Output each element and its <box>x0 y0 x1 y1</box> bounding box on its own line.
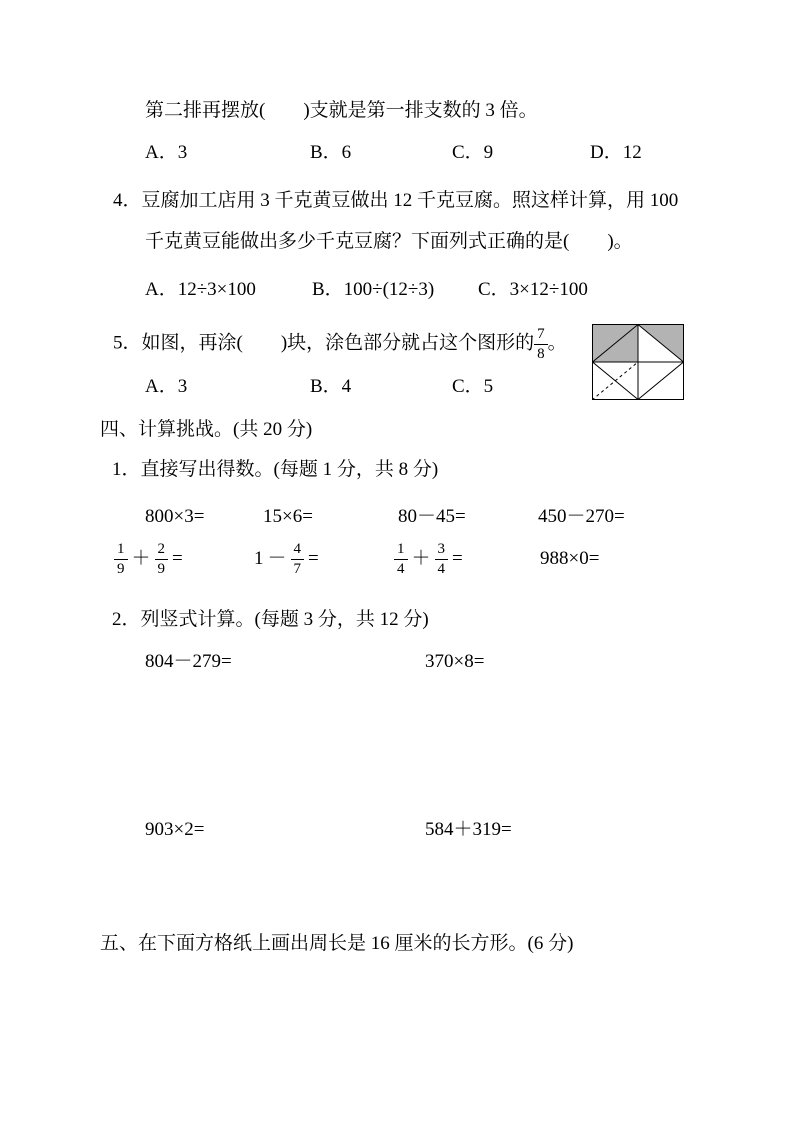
q5-option-b: B．4 <box>310 376 352 397</box>
vertical-calc-903x2: 903×2= <box>145 819 205 840</box>
q5-option-c: C．5 <box>452 376 494 397</box>
vertical-calc-584+319: 584＋319= <box>425 819 512 840</box>
q3-option-b: B．6 <box>310 142 352 163</box>
section-four-part2-title: 2．列竖式计算。(每题 3 分，共 12 分) <box>112 609 429 630</box>
calc-item-frac2 <box>252 537 321 581</box>
q5-option-a: A．3 <box>145 376 188 397</box>
fraction-4-7: $\frac{4}{7}$ <box>291 541 305 577</box>
q4-option-b: B．100÷(12÷3) <box>312 279 435 300</box>
calc-item-800x3: 800×3= <box>145 506 205 527</box>
calc-item-988x0: 988×0= <box>540 548 600 570</box>
vertical-calc-804-279: 804－279= <box>145 651 232 672</box>
calc-item-frac1 <box>112 537 185 581</box>
fraction-1-9: $\frac{1}{9}$ <box>114 541 128 577</box>
section-five-title: 五、在下面方格纸上画出周长是 16 厘米的长方形。(6 分) <box>100 933 574 954</box>
q3-option-a: A．3 <box>145 142 188 163</box>
fraction-3-4: $\frac{3}{4}$ <box>435 541 449 577</box>
vertical-calc-370x8: 370×8= <box>425 651 485 672</box>
q5-fraction-numerator: 7 <box>534 326 548 345</box>
q3-stem-continued: 第二排再摆放( )支就是第一排支数的 3 倍。 <box>145 100 538 121</box>
calc-item-15x6: 15×6= <box>263 506 313 527</box>
q5-fraction <box>534 326 548 362</box>
fraction-2-9: $\frac{2}{9}$ <box>155 541 169 577</box>
q4-option-a: A．12÷3×100 <box>145 279 256 300</box>
equals-sign: = <box>172 548 183 570</box>
calc-item-frac3 <box>392 537 465 581</box>
section-four-title: 四、计算挑战。(共 20 分) <box>100 419 313 440</box>
calc-item-80-45: 80－45= <box>398 506 466 527</box>
q3-option-c: C．9 <box>452 142 494 163</box>
q4-stem-line2: 千克黄豆能做出多少千克豆腐？下面列式正确的是( )。 <box>145 231 633 252</box>
q5-stem-period: 。 <box>547 332 567 354</box>
q5-fraction-denominator: 8 <box>537 345 545 362</box>
section-four-part1-title: 1．直接写出得数。(每题 1 分，共 8 分) <box>112 459 439 480</box>
q5-figure-square-diagram <box>592 324 684 400</box>
whole-number-1: 1 <box>254 548 264 570</box>
calc-item-450-270: 450－270= <box>538 506 625 527</box>
equals-sign: = <box>308 548 319 570</box>
fraction-1-4: $\frac{1}{4}$ <box>394 541 408 577</box>
plus-sign: ＋ <box>131 548 151 570</box>
q5-figure-svg <box>592 324 684 400</box>
q5-stem <box>113 326 567 362</box>
q5-stem-text: 5．如图，再涂( )块，涂色部分就占这个图形的 <box>113 332 535 354</box>
q4-stem-line1: 4．豆腐加工店用 3 千克黄豆做出 12 千克豆腐。照这样计算，用 100 <box>113 190 679 211</box>
equals-sign: = <box>452 548 463 570</box>
minus-sign: － <box>267 548 287 570</box>
q3-option-d: D．12 <box>590 142 642 163</box>
q4-option-c: C．3×12÷100 <box>478 279 588 300</box>
plus-sign: ＋ <box>411 548 431 570</box>
